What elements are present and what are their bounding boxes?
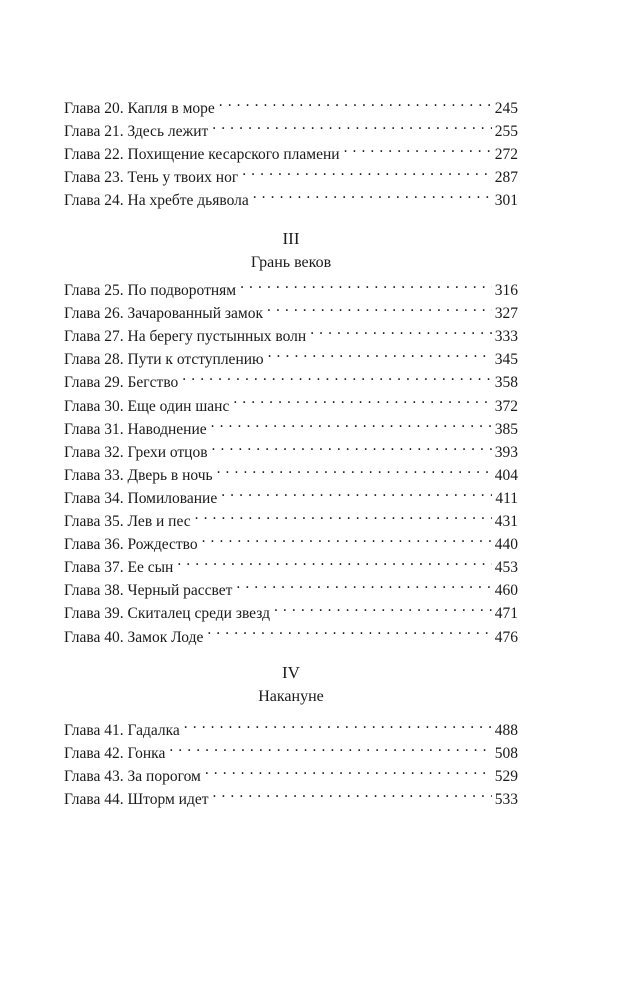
chapter-title: Глава 21. Здесь лежит [64, 123, 209, 141]
part-heading-3 [64, 228, 518, 274]
page-number: 372 [492, 395, 518, 418]
dot-leader [184, 712, 492, 735]
dot-leader [211, 411, 492, 434]
chapter-title: Глава 22. Похищение кесарского пламени [64, 146, 340, 164]
part-number: IV [282, 663, 300, 682]
part-title: Грань веков [250, 254, 332, 271]
page-number: 508 [492, 742, 518, 765]
dot-leader [344, 136, 492, 159]
chapter-title: Глава 40. Замок Лоде [64, 628, 204, 646]
dot-leader [207, 618, 491, 641]
chapter-title: Глава 20. Капля в море [64, 100, 215, 118]
dot-leader [217, 457, 492, 480]
chapter-title: Глава 29. Бегство [64, 374, 179, 392]
chapter-title: Глава 36. Рождество [64, 536, 198, 554]
dot-leader [268, 341, 492, 364]
chapter-title: Глава 23. Тень у твоих ног [64, 169, 239, 187]
part-number: III [282, 229, 300, 248]
toc-entry [64, 712, 518, 740]
page-number: 453 [492, 556, 518, 579]
dot-leader [267, 295, 492, 318]
page-number: 327 [492, 302, 518, 325]
page-number: 393 [492, 441, 518, 464]
page-number: 431 [492, 510, 518, 533]
dot-leader [236, 572, 491, 595]
dot-leader [212, 434, 492, 457]
chapter-title: Глава 32. Грехи отцов [64, 443, 208, 461]
chapter-title: Глава 27. На берегу пустынных волн [64, 328, 307, 346]
page-number: 440 [492, 533, 518, 556]
chapter-title: Глава 30. Еще один шанс [64, 397, 230, 415]
chapter-title: Глава 25. По подворотням [64, 282, 237, 300]
chapter-title: Глава 34. Помилование [64, 489, 218, 507]
chapter-title: Глава 33. Дверь в ночь [64, 466, 213, 484]
toc-list-continued [64, 90, 518, 210]
dot-leader [177, 549, 491, 572]
page-number: 404 [492, 464, 518, 487]
dot-leader [221, 480, 492, 503]
dot-leader [212, 113, 491, 136]
page-number: 287 [492, 166, 518, 189]
chapter-title: Глава 35. Лев и пес [64, 513, 191, 531]
chapter-title: Глава 39. Скиталец среди звезд [64, 605, 270, 623]
chapter-title: Глава 28. Пути к отступлению [64, 351, 264, 369]
page-number: 411 [492, 487, 518, 510]
toc-list-part-4 [64, 712, 518, 809]
chapter-title: Глава 26. Зачарованный замок [64, 305, 263, 323]
page-number: 476 [492, 626, 518, 649]
dot-leader [195, 503, 492, 526]
dot-leader [182, 364, 491, 387]
page-number: 460 [492, 579, 518, 602]
dot-leader [310, 318, 492, 341]
page-number: 245 [492, 97, 518, 120]
page-number: 255 [492, 120, 518, 143]
page-number: 471 [492, 602, 518, 625]
chapter-title: Глава 24. На хребте дьявола [64, 192, 249, 210]
dot-leader [240, 272, 492, 295]
part-title: Накануне [258, 688, 324, 705]
page-number: 358 [492, 371, 518, 394]
chapter-title: Глава 43. За порогом [64, 768, 201, 786]
toc-entry [64, 272, 518, 300]
chapter-title: Глава 31. Наводнение [64, 420, 207, 438]
page-number: 488 [492, 719, 518, 742]
dot-leader [213, 781, 492, 804]
dot-leader [233, 387, 491, 410]
toc-entry [64, 90, 518, 118]
toc-list-part-3 [64, 272, 518, 646]
page-number: 272 [492, 143, 518, 166]
chapter-title: Глава 44. Шторм идет [64, 791, 209, 809]
page-number: 301 [492, 189, 518, 212]
chapter-title: Глава 41. Гадалка [64, 722, 180, 740]
page-number: 533 [492, 788, 518, 811]
part-heading-4 [64, 662, 518, 708]
dot-leader [169, 735, 491, 758]
page-number: 316 [492, 279, 518, 302]
chapter-title: Глава 42. Гонка [64, 745, 166, 763]
dot-leader [202, 526, 492, 549]
chapter-title: Глава 37. Ее сын [64, 559, 174, 577]
dot-leader [205, 758, 492, 781]
dot-leader [219, 90, 492, 113]
dot-leader [253, 182, 492, 205]
chapter-title: Глава 38. Черный рассвет [64, 582, 233, 600]
page-number: 529 [492, 765, 518, 788]
page-number: 333 [492, 325, 518, 348]
page-number: 385 [492, 418, 518, 441]
dot-leader [274, 595, 492, 618]
dot-leader [242, 159, 492, 182]
page-number: 345 [492, 348, 518, 371]
